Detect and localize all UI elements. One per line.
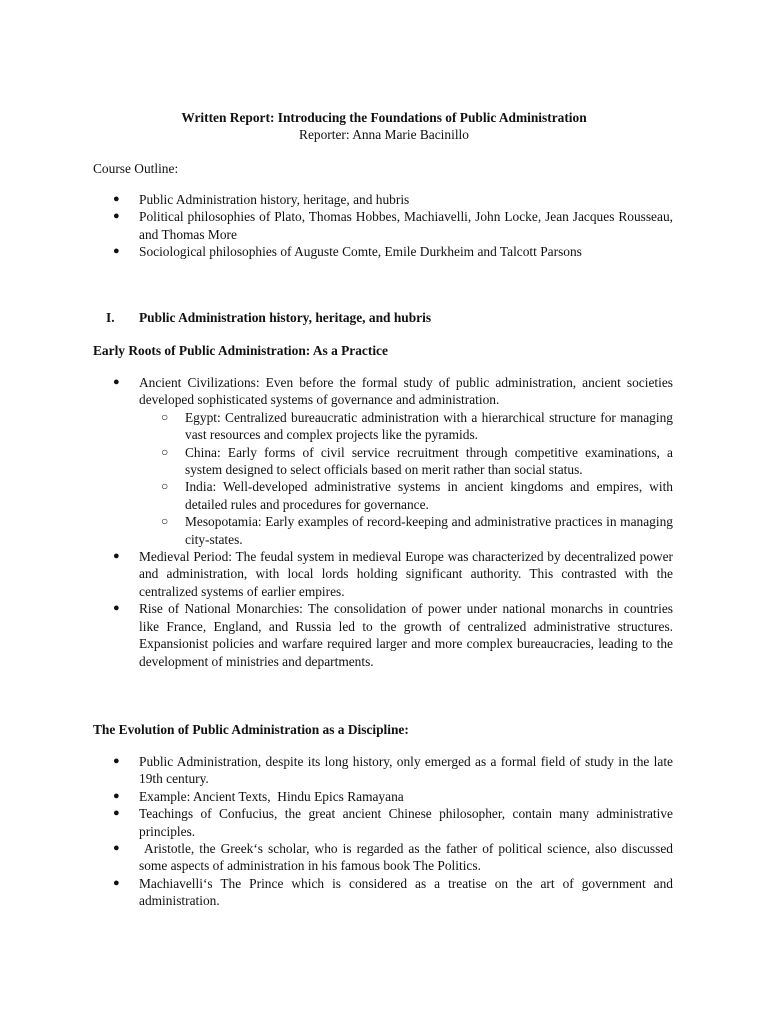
- list-item-text: Public Administration, despite its long history, only emerged as a formal field of study in the late 19th century.: [139, 754, 673, 787]
- list-item-text: Political philosophies of Plato, Thomas Hobbes, Machiavelli, John Locke, Jean Jacques Rousseau, and Thomas More: [139, 209, 673, 242]
- list-item-text: Example: Ancient Texts, Hindu Epics Ramayana: [139, 788, 404, 804]
- list-item: [93, 840, 677, 875]
- list-item: [93, 243, 673, 260]
- list-item: [93, 805, 673, 840]
- sub-list-item: [93, 409, 673, 444]
- list-item: [93, 208, 673, 243]
- report-title: Written Report: Introducing the Foundations of Public Administration: [181, 110, 587, 125]
- list-item: [93, 548, 673, 600]
- list-item-text: Ancient Civilizations: Even before the formal study of public administration, ancient societies developed sophisticated systems of governance and administration.: [139, 375, 673, 408]
- header: [0, 109, 768, 144]
- sub-list: [93, 409, 673, 548]
- evolution-list: [93, 753, 677, 910]
- section-numeral: I.: [106, 310, 115, 325]
- list-item: [93, 875, 673, 910]
- list-item: [93, 374, 673, 548]
- bullet-icon: ●: [113, 807, 120, 820]
- bullet-icon: ●: [113, 876, 120, 889]
- bullet-icon: ●: [113, 193, 120, 205]
- list-item: [93, 191, 673, 208]
- bullet-icon: ●: [113, 755, 120, 767]
- list-item-text: Medieval Period: The feudal system in medieval Europe was characterized by decentralized power and administration, with local lords holding significant authority. This contrasted with the centralized systems of earlier empires.: [139, 549, 673, 599]
- early-roots-list: [93, 374, 673, 670]
- list-item-text: Rise of National Monarchies: The consolidation of power under national monarchs in countries like France, England, and Russia led to the growth of centralized administrative structures. Expansionist policies and warfare required larger and more complex bureaucracies, leading to the development of ministries and departments.: [139, 601, 673, 669]
- list-item-text: Public Administration history, heritage, and hubris: [139, 192, 410, 207]
- circle-bullet-icon: ○: [161, 479, 169, 494]
- sub-list-item-text: Egypt: Centralized bureaucratic administration with a hierarchical structure for managing vast resources and complex projects like the pyramids.: [185, 409, 673, 443]
- list-item-text: Teachings of Confucius, the great ancient Chinese philosopher, contain many administrative principles.: [139, 806, 673, 839]
- sub-list-item-text: Mesopotamia: Early examples of record-keeping and administrative practices in managing city-states.: [185, 514, 673, 547]
- bullet-icon: ●: [113, 245, 120, 258]
- bullet-icon: ●: [113, 210, 120, 223]
- circle-bullet-icon: ○: [161, 409, 169, 424]
- bullet-icon: ●: [113, 602, 120, 615]
- circle-bullet-icon: ○: [161, 514, 169, 529]
- circle-bullet-icon: ○: [161, 444, 169, 459]
- list-item-text: Aristotle, the Greek‘s scholar, who is regarded as the father of political science, also discussed some aspects of administration in his famous book The Politics.: [139, 841, 677, 874]
- sub-list-item-text: China: Early forms of civil service recruitment through competitive examinations, a system designed to select officials based on merit rather than social status.: [185, 444, 673, 478]
- sub-list-item: [93, 513, 673, 548]
- sub-list-item: [93, 444, 673, 479]
- subheading-early-roots: Early Roots of Public Administration: As a Practice: [93, 343, 388, 358]
- bullet-icon: ●: [113, 550, 120, 563]
- section-title: Public Administration history, heritage, and hubris: [139, 310, 432, 325]
- bullet-icon: ●: [113, 789, 120, 802]
- subheading-evolution: The Evolution of Public Administration as a Discipline:: [93, 722, 409, 737]
- course-outline-list: [93, 191, 673, 261]
- list-item: [93, 788, 673, 805]
- list-item-text: Machiavelli‘s The Prince which is considered as a treatise on the art of government and administration.: [139, 875, 673, 909]
- list-item: [93, 753, 673, 788]
- list-item: [93, 600, 673, 670]
- sub-list-item: [93, 478, 673, 513]
- reporter-line: Reporter: Anna Marie Bacinillo: [299, 127, 469, 143]
- sub-list-item-text: India: Well-developed administrative systems in ancient kingdoms and empires, with detailed rules and procedures for governance.: [185, 479, 673, 512]
- bullet-icon: ●: [113, 376, 120, 388]
- bullet-icon: ●: [113, 842, 120, 855]
- course-outline-label: Course Outline:: [93, 161, 179, 176]
- list-item-text: Sociological philosophies of Auguste Comte, Emile Durkheim and Talcott Parsons: [139, 244, 582, 260]
